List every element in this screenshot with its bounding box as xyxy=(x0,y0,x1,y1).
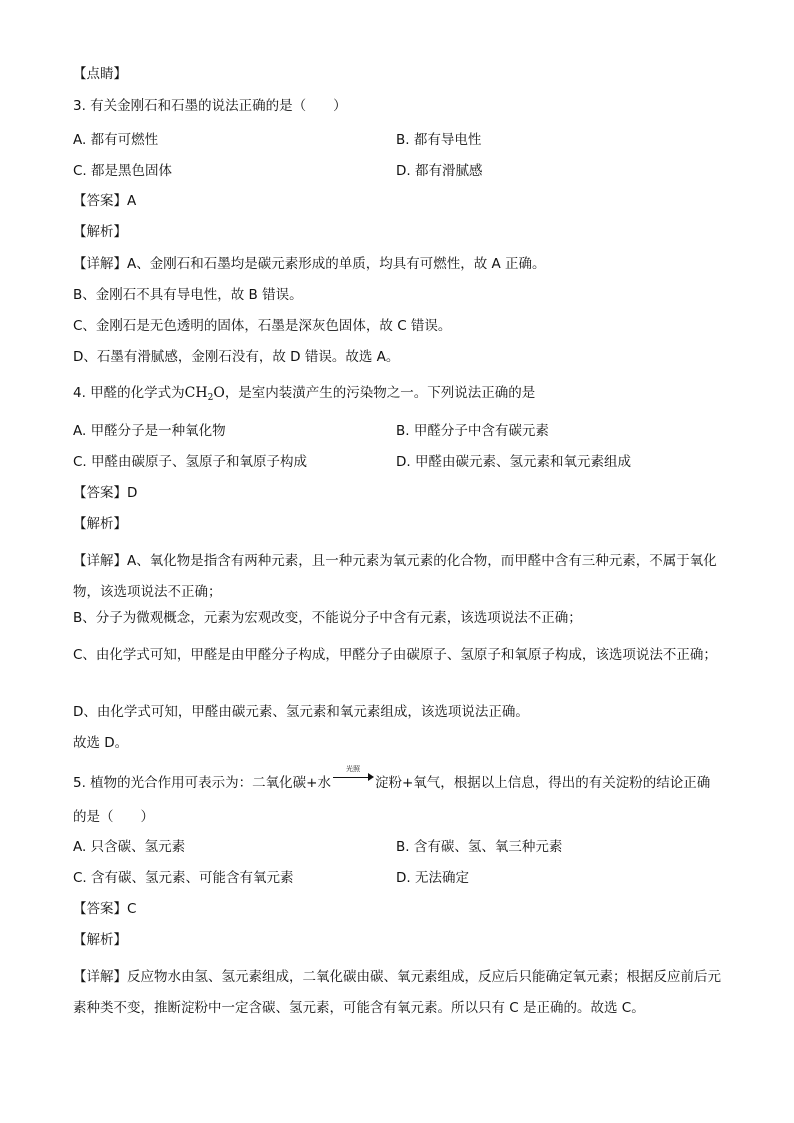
q4-detail-b: B、分子为微观概念，元素为宏观改变，不能说分子中含有元素，该选项说法不正确； xyxy=(73,610,582,626)
arrow-condition: 光照 xyxy=(345,765,360,773)
q4-answer-line xyxy=(73,484,137,502)
q4-detail-d: D、由化学式可知，甲醛由碳元素、氢元素和氧元素组成，该选项说法正确。 xyxy=(73,704,529,720)
formaldehyde-formula xyxy=(185,385,225,401)
q3-option-b: B. 都有导电性 xyxy=(396,132,482,148)
formula-subscript: 2 xyxy=(207,393,214,403)
q4-conclusion: 故选 D。 xyxy=(73,735,129,751)
q3-detail-d: D、石墨有滑腻感，金刚石没有，故 D 错误。故选 A。 xyxy=(73,349,400,365)
q3-option-a: A. 都有可燃性 xyxy=(73,132,159,148)
q5-stem-post: 淀粉+氧气，根据以上信息，得出的有关淀粉的结论正确的是（ ） xyxy=(73,775,711,825)
section-tag-dianjing: 【点睛】 xyxy=(73,66,127,82)
q4-option-a: A. 甲醛分子是一种氧化物 xyxy=(73,423,226,439)
q3-answer-value: A xyxy=(127,193,137,209)
answer-tag: 【答案】 xyxy=(73,193,127,209)
detail-tag: 【详解】 xyxy=(73,553,127,569)
formula-ch: CH xyxy=(184,385,208,401)
q4-analysis-tag: 【解析】 xyxy=(73,516,127,532)
q4-option-c: C. 甲醛由碳原子、氢原子和氧原子构成 xyxy=(73,454,308,470)
q3-detail-a: A、金刚石和石墨均是碳元素形成的单质，均具有可燃性，故 A 正确。 xyxy=(127,256,546,272)
q3-stem: 3. 有关金刚石和石墨的说法正确的是（ ） xyxy=(73,98,347,114)
q5-analysis-tag: 【解析】 xyxy=(73,932,127,948)
q5-stem-pre: 5. 植物的光合作用可表示为：二氧化碳+水 xyxy=(73,775,331,791)
detail-tag: 【详解】 xyxy=(73,969,127,985)
q4-answer-value: D xyxy=(127,485,138,501)
q3-detail-line-1 xyxy=(73,255,546,273)
q3-detail-c: C、金刚石是无色透明的固体，石墨是深灰色固体，故 C 错误。 xyxy=(73,318,452,334)
q5-detail-para xyxy=(73,962,721,1024)
q5-option-a: A. 只含碳、氢元素 xyxy=(73,839,186,855)
q4-detail-a: A、氧化物是指含有两种元素，且一种元素为氧元素的化合物，而甲醛中含有三种元素，不属于氧化物，该选项说法不正确； xyxy=(73,553,717,600)
q5-detail: 反应物水由氢、氢元素组成，二氧化碳由碳、氧元素组成，反应后只能确定氧元素；根据反应前后元素种类不变，推断淀粉中一定含碳、氢元素，可能含有氧元素。所以只有 C 是正确的。故选 C。 xyxy=(73,969,721,1016)
formula-o: O xyxy=(213,385,225,401)
q5-option-b: B. 含有碳、氢、氧三种元素 xyxy=(396,839,563,855)
q3-option-c: C. 都是黑色固体 xyxy=(73,163,173,179)
q5-option-c: C. 含有碳、氢元素、可能含有氧元素 xyxy=(73,870,294,886)
q5-answer-value: C xyxy=(127,901,137,917)
q4-option-d: D. 甲醛由碳元素、氢元素和氧元素组成 xyxy=(396,454,631,470)
answer-tag: 【答案】 xyxy=(73,901,127,917)
q5-answer-line xyxy=(73,900,136,918)
q4-stem-pre: 4. 甲醛的化学式为 xyxy=(73,385,185,401)
q4-option-b: B. 甲醛分子中含有碳元素 xyxy=(396,423,549,439)
q4-stem-post: ，是室内装潢产生的污染物之一。下列说法正确的是 xyxy=(224,385,536,401)
q5-stem xyxy=(73,766,721,834)
detail-tag: 【详解】 xyxy=(73,256,127,272)
q3-answer-line xyxy=(73,192,136,210)
reaction-arrow-icon xyxy=(331,766,375,784)
answer-tag: 【答案】 xyxy=(73,485,127,501)
q4-detail-para-a xyxy=(73,546,721,608)
q4-stem xyxy=(73,384,535,407)
q3-option-d: D. 都有滑腻感 xyxy=(396,163,483,179)
q3-analysis-tag: 【解析】 xyxy=(73,224,127,240)
q4-detail-c: C、由化学式可知，甲醛是由甲醛分子构成，甲醛分子由碳原子、氢原子和氧原子构成，该选项说法不正确； xyxy=(73,647,717,663)
q3-detail-b: B、金刚石不具有导电性，故 B 错误。 xyxy=(73,287,303,303)
q5-option-d: D. 无法确定 xyxy=(396,870,469,886)
